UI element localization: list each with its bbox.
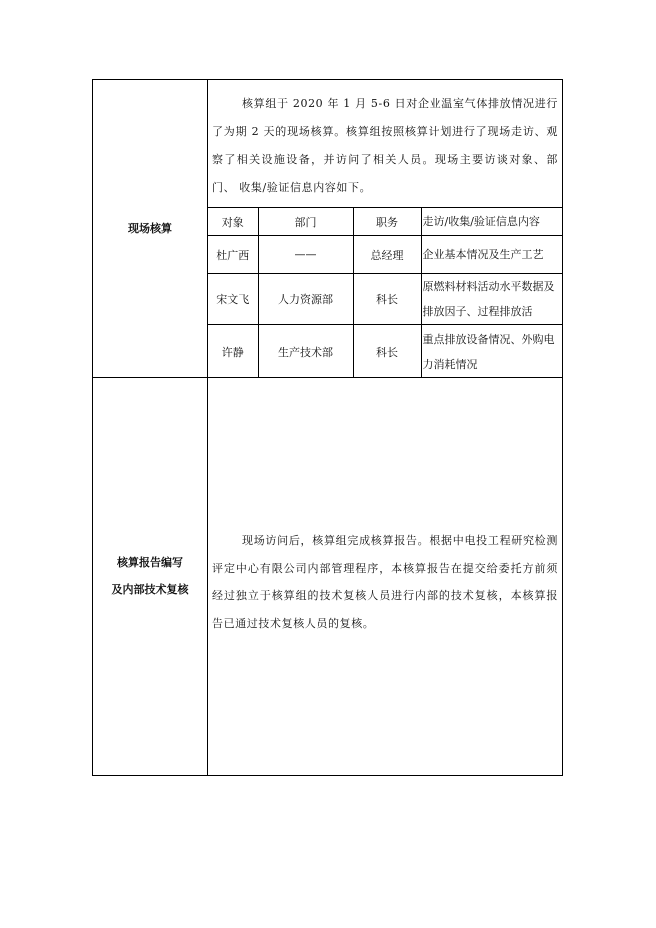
cell-position: 总经理 (353, 236, 421, 274)
interview-table-header (208, 208, 563, 236)
cell-object: 许静 (208, 325, 258, 379)
cell-content: 重点排放设备情况、外购电力消耗情况 (421, 325, 563, 379)
cell-object: 杜广西 (208, 236, 258, 274)
header-object: 对象 (208, 208, 258, 236)
interview-table (208, 207, 563, 378)
report-review-label-cell (93, 377, 208, 775)
onsite-verification-label: 现场核算 (128, 222, 172, 235)
cell-department: —— (258, 236, 353, 274)
onsite-verification-label-cell (93, 80, 208, 377)
cell-department: 生产技术部 (258, 325, 353, 379)
cell-position: 科长 (353, 274, 421, 325)
onsite-verification-paragraph: 核算组于 2020 年 1 月 5-6 日对企业温室气体排放情况进行了为期 2 天的现场核算。核算组按照核算计划进行了现场走访、观察了相关设施设备，并访问了相关人员。现场主要访谈对象、部门、 收集/验证信息内容如下。 (212, 97, 558, 194)
table-row (208, 325, 563, 379)
cell-object: 宋文飞 (208, 274, 258, 325)
report-review-label-line2: 及内部技术复核 (111, 583, 189, 596)
header-position: 职务 (353, 208, 421, 236)
header-department: 部门 (258, 208, 353, 236)
cell-position: 科长 (353, 325, 421, 379)
verification-form (92, 79, 563, 776)
table-row (208, 274, 563, 325)
cell-content: 企业基本情况及生产工艺 (421, 236, 563, 274)
cell-department: 人力资源部 (258, 274, 353, 325)
table-row (208, 236, 563, 274)
cell-content: 原燃料材料活动水平数据及排放因子、过程排放活 (421, 274, 563, 325)
report-review-paragraph: 现场访问后，核算组完成核算报告。根据中电投工程研究检测评定中心有限公司内部管理程序，本核算报告在提交给委托方前须经过独立于核算组的技术复核人员进行内部的技术复核，本核算报告已通过技术复核人员的复核。 (212, 534, 558, 630)
report-review-label-line1: 核算报告编写 (117, 556, 183, 569)
header-content: 走访/收集/验证信息内容 (421, 208, 563, 236)
